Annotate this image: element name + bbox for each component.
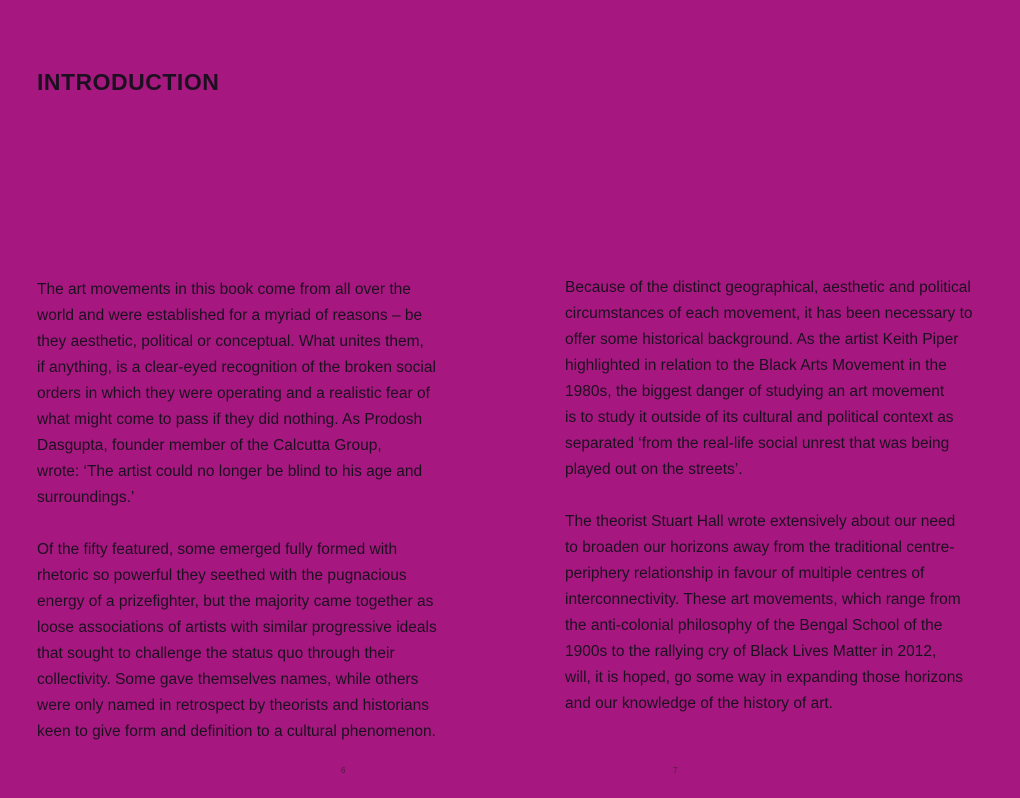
text-line: offer some historical background. As the artist Keith Piper: [565, 331, 959, 348]
text-line: wrote: ‘The artist could no longer be blind to his age and: [37, 463, 423, 480]
text-line: is to study it outside of its cultural and political context as: [565, 409, 954, 426]
text-line: circumstances of each movement, it has been necessary to: [565, 305, 973, 322]
text-line: surroundings.’: [37, 489, 135, 506]
text-line: the anti-colonial philosophy of the Bengal School of the: [565, 617, 943, 634]
text-line: to broaden our horizons away from the traditional centre-: [565, 539, 955, 556]
text-line: they aesthetic, political or conceptual. What unites them,: [37, 333, 424, 350]
text-line: Because of the distinct geographical, aesthetic and political: [565, 279, 971, 296]
text-line: played out on the streets’.: [565, 461, 743, 478]
text-line: The theorist Stuart Hall wrote extensively about our need: [565, 513, 956, 530]
text-line: Dasgupta, founder member of the Calcutta Group,: [37, 437, 382, 454]
text-line: 1900s to the rallying cry of Black Lives Matter in 2012,: [565, 643, 937, 660]
text-line: Of the fifty featured, some emerged fully formed with: [37, 541, 398, 558]
text-line: loose associations of artists with similar progressive ideals: [37, 619, 437, 636]
page-title: INTRODUCTION: [37, 69, 220, 95]
text-line: The art movements in this book come from all over the: [37, 281, 411, 298]
right-column: [565, 275, 987, 717]
text-line: orders in which they were operating and a realistic fear of: [37, 385, 430, 402]
page-number-right: 7: [673, 766, 678, 775]
text-line: energy of a prizefighter, but the majority came together as: [37, 593, 434, 610]
text-line: and our knowledge of the history of art.: [565, 695, 833, 712]
text-line: if anything, is a clear-eyed recognition of the broken social: [37, 359, 436, 376]
paragraph: [37, 277, 467, 511]
text-line: collectivity. Some gave themselves names, while others: [37, 671, 419, 688]
paragraph: [565, 509, 987, 717]
text-line: world and were established for a myriad of reasons – be: [37, 307, 423, 324]
text-line: that sought to challenge the status quo through their: [37, 645, 395, 662]
text-line: 1980s, the biggest danger of studying an art movement: [565, 383, 945, 400]
text-line: rhetoric so powerful they seethed with the pugnacious: [37, 567, 407, 584]
text-line: separated ‘from the real-life social unrest that was being: [565, 435, 950, 452]
left-column: [37, 277, 467, 745]
paragraph: [37, 537, 467, 745]
text-line: keen to give form and definition to a cultural phenomenon.: [37, 723, 436, 740]
paragraph: [565, 275, 987, 483]
text-line: interconnectivity. These art movements, which range from: [565, 591, 961, 608]
text-line: highlighted in relation to the Black Arts Movement in the: [565, 357, 947, 374]
text-line: will, it is hoped, go some way in expanding those horizons: [565, 669, 964, 686]
text-line: what might come to pass if they did nothing. As Prodosh: [37, 411, 423, 428]
text-line: were only named in retrospect by theorists and historians: [37, 697, 430, 714]
text-line: periphery relationship in favour of multiple centres of: [565, 565, 925, 582]
page-number-left: 6: [341, 766, 346, 775]
